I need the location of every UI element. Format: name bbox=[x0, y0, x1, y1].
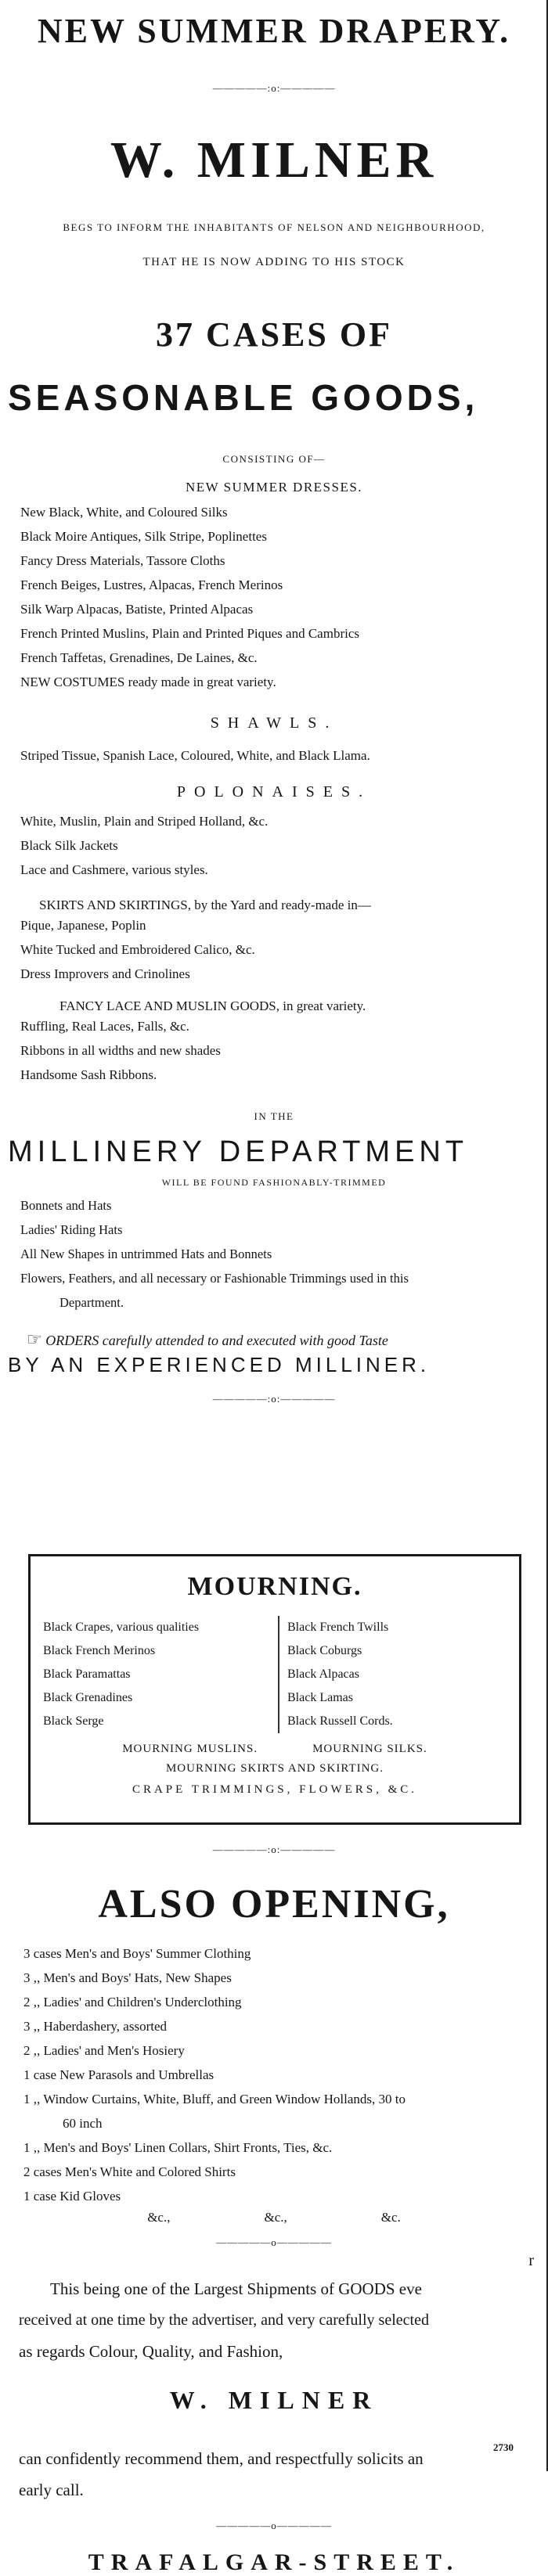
list-item: French Beiges, Lustres, Alpacas, French Merinos bbox=[20, 577, 283, 592]
fashionably-label: WILL BE FOUND FASHIONABLY-TRIMMED bbox=[161, 1177, 387, 1188]
shawls-list bbox=[20, 743, 548, 768]
list-item: 1 ,, Men's and Boys' Linen Collars, Shirt Fronts, Ties, &c. bbox=[23, 2140, 333, 2155]
mourning-muslins: MOURNING MUSLINS. bbox=[122, 1743, 258, 1755]
orders-text: ORDERS carefully attended to and executed with good Taste bbox=[45, 1333, 388, 1348]
dresses-list bbox=[20, 500, 548, 694]
intro-line-2: THAT HE IS NOW ADDING TO HIS STOCK bbox=[142, 256, 406, 268]
list-item: French Taffetas, Grenadines, De Laines, &c. bbox=[20, 650, 258, 665]
street-address: TRAFALGAR-STREET. bbox=[88, 2549, 460, 2575]
list-item: Black Silk Jackets bbox=[20, 838, 118, 853]
merchant-name: W. MILNER bbox=[110, 131, 438, 189]
stray-letter: r bbox=[528, 2252, 534, 2269]
separator-5: —————o————— bbox=[216, 2520, 332, 2531]
list-item: 3 ,, Haberdashery, assorted bbox=[23, 2019, 167, 2034]
list-item: 1 case Kid Gloves bbox=[23, 2189, 121, 2204]
list-item: Ruffling, Real Laces, Falls, &c. bbox=[20, 1019, 189, 1034]
list-item: Fancy Dress Materials, Tassore Cloths bbox=[20, 553, 225, 568]
crape-trimmings: CRAPE TRIMMINGS, FLOWERS, &C. bbox=[132, 1783, 418, 1796]
list-item: French Printed Muslins, Plain and Printed Piques and Cambrics bbox=[20, 626, 359, 641]
closing-merchant-name: W. MILNER bbox=[169, 2386, 379, 2414]
list-item: 1 ,, Window Curtains, White, Bluff, and Green Window Hollands, 30 to bbox=[23, 2092, 406, 2106]
list-item: 3 cases Men's and Boys' Summer Clothing bbox=[23, 1946, 251, 1961]
dresses-heading: NEW SUMMER DRESSES. bbox=[185, 480, 363, 495]
list-item: Black Grenadines bbox=[43, 1691, 133, 1704]
shawls-heading: SHAWLS. bbox=[210, 714, 338, 732]
intro-line-1: BEGS TO INFORM THE INHABITANTS OF NELSON AND NEIGHBOURHOOD, bbox=[63, 221, 485, 233]
closing-line-1: This being one of the Largest Shipments of GOODS eve bbox=[50, 2279, 422, 2298]
etc-2: &c., bbox=[264, 2210, 287, 2225]
list-item: Black Crapes, various qualities bbox=[43, 1621, 200, 1634]
list-item: 1 case New Parasols and Umbrellas bbox=[23, 2067, 215, 2082]
closing-line-2: received at one time by the advertiser, and very carefully selected bbox=[19, 2312, 429, 2329]
mourning-muslins-silks bbox=[31, 1743, 519, 1756]
list-item: All New Shapes in untrimmed Hats and Bonnets bbox=[20, 1247, 272, 1261]
list-item: Silk Warp Alpacas, Batiste, Printed Alpacas bbox=[20, 602, 254, 617]
list-item: Handsome Sash Ribbons. bbox=[20, 1067, 157, 1082]
lace-heading: FANCY LACE AND MUSLIN GOODS, in great variety. bbox=[59, 998, 366, 1013]
etc-1: &c., bbox=[147, 2210, 171, 2225]
lace-list bbox=[20, 1014, 548, 1087]
separator-2: —————:o:————— bbox=[212, 1393, 336, 1405]
lower-section bbox=[0, 1844, 548, 2576]
also-opening-heading: ALSO OPENING, bbox=[98, 1882, 450, 1927]
skirts-heading: SKIRTS AND SKIRTINGS, by the Yard and ready-made in— bbox=[39, 898, 371, 912]
list-item: Black Paramattas bbox=[43, 1668, 131, 1681]
in-the-label: IN THE bbox=[254, 1110, 294, 1122]
list-item: New Black, White, and Coloured Silks bbox=[20, 505, 228, 520]
separator-3: —————:o:————— bbox=[212, 1844, 336, 1855]
list-item: Bonnets and Hats bbox=[20, 1198, 112, 1213]
list-item: NEW COSTUMES ready made in great variety. bbox=[20, 675, 276, 689]
list-item: Ladies' Riding Hats bbox=[20, 1222, 123, 1237]
closing-line-5: early call. bbox=[19, 2481, 84, 2499]
list-item: Flowers, Feathers, and all necessary or Fashionable Trimmings used in this bbox=[20, 1271, 409, 1286]
polonaises-list bbox=[20, 809, 548, 882]
mourning-columns bbox=[43, 1616, 519, 1733]
consisting-label: CONSISTING OF— bbox=[222, 453, 326, 465]
list-item: 60 inch bbox=[63, 2116, 103, 2131]
orders-line bbox=[27, 1330, 548, 1350]
mourning-skirts: MOURNING SKIRTS AND SKIRTING. bbox=[165, 1762, 384, 1775]
list-item: Black Serge bbox=[43, 1714, 104, 1728]
closing-line-3: as regards Colour, Quality, and Fashion, bbox=[19, 2342, 283, 2361]
mourning-silks: MOURNING SILKS. bbox=[312, 1743, 427, 1755]
list-item: Black Alpacas bbox=[287, 1668, 359, 1681]
list-item: Ribbons in all widths and new shades bbox=[20, 1043, 221, 1058]
mourning-box bbox=[28, 1554, 521, 1825]
seasonable-heading: SEASONABLE GOODS, bbox=[8, 377, 479, 418]
etc-line bbox=[0, 2210, 548, 2225]
mourning-title: MOURNING. bbox=[187, 1572, 362, 1601]
list-item: White Tucked and Embroidered Calico, &c. bbox=[20, 942, 255, 957]
list-item: Lace and Cashmere, various styles. bbox=[20, 862, 208, 877]
list-item: Black Moire Antiques, Silk Stripe, Poplinettes bbox=[20, 529, 267, 544]
list-item: 2 ,, Ladies' and Men's Hosiery bbox=[23, 2043, 185, 2058]
mourning-right-column bbox=[279, 1616, 393, 1733]
list-item: Black Russell Cords. bbox=[287, 1714, 393, 1728]
list-item: 3 ,, Men's and Boys' Hats, New Shapes bbox=[23, 1970, 232, 1985]
ad-number: 2730 bbox=[493, 2441, 514, 2453]
shipment-list bbox=[23, 1941, 548, 2208]
polonaises-heading: POLONAISES. bbox=[176, 783, 372, 801]
list-item: Pique, Japanese, Poplin bbox=[20, 918, 146, 933]
headline: NEW SUMMER DRAPERY. bbox=[37, 12, 511, 50]
list-item: 2 ,, Ladies' and Children's Underclothing bbox=[23, 1995, 242, 2009]
list-item: Dress Improvers and Crinolines bbox=[20, 966, 190, 981]
pointing-hand-icon: ☞ bbox=[27, 1330, 42, 1350]
list-item: Department. bbox=[59, 1295, 124, 1310]
millinery-list bbox=[20, 1193, 548, 1315]
closing-line-4: can confidently recommend them, and respectfully solicits an bbox=[19, 2449, 424, 2468]
list-item: Black French Merinos bbox=[43, 1644, 156, 1657]
list-item: Striped Tissue, Spanish Lace, Coloured, White, and Black Llama. bbox=[20, 748, 370, 763]
list-item: 2 cases Men's White and Colored Shirts bbox=[23, 2164, 236, 2179]
cases-heading: 37 CASES OF bbox=[156, 315, 392, 354]
separator-1: —————:o:————— bbox=[212, 82, 336, 94]
list-item: White, Muslin, Plain and Striped Holland, &c. bbox=[20, 814, 269, 829]
list-item: Black Coburgs bbox=[287, 1644, 362, 1657]
experienced-line: BY AN EXPERIENCED MILLINER. bbox=[8, 1353, 431, 1376]
millinery-heading: MILLINERY DEPARTMENT bbox=[8, 1135, 469, 1168]
etc-3: &c. bbox=[380, 2210, 401, 2225]
skirts-list bbox=[20, 913, 548, 986]
list-item: Black Lamas bbox=[287, 1691, 353, 1704]
separator-4: —————o————— bbox=[216, 2236, 332, 2248]
list-item: Black French Twills bbox=[287, 1621, 389, 1634]
mourning-left-column bbox=[43, 1616, 279, 1733]
